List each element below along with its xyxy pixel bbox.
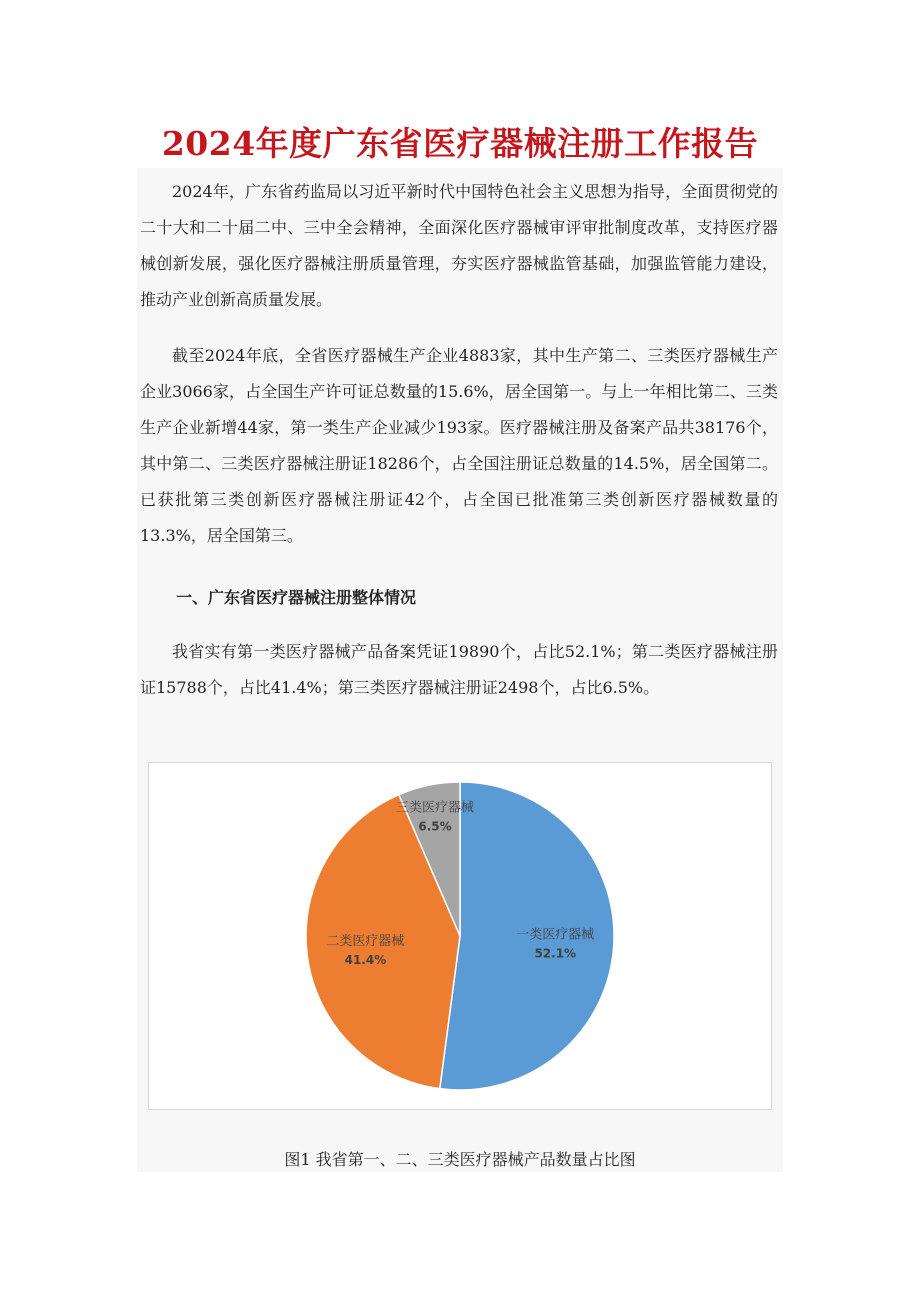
pie-chart-container (148, 762, 772, 1110)
statistics-paragraph: 截至2024年底，全省医疗器械生产企业4883家，其中生产第二、三类医疗器械生产企业3066家，占全国生产许可证总数量的15.6%，居全国第一。与上一年相比第二、三类生产企业新增44家，第一类生产企业减少193家。医疗器械注册及备案产品共38176个，其中第二、三类医疗器械注册证18286个，占全国注册证总数量的14.5%，居全国第二。已获批第三类创新医疗器械注册证42个，占全国已批准第三类创新医疗器械数量的13.3%，居全国第三。 (140, 346, 778, 545)
document-title: 2024年度广东省医疗器械注册工作报告 (161, 124, 759, 163)
figure-caption: 图1 我省第一、二、三类医疗器械产品数量占比图 (284, 1150, 636, 1169)
pie-value-2: 41.4% (344, 953, 387, 968)
pie-value-3: 6.5% (418, 819, 452, 834)
pie-chart (149, 763, 771, 1109)
pie-label-1: 一类医疗器械 (516, 927, 595, 943)
intro-paragraph: 2024年，广东省药监局以习近平新时代中国特色社会主义思想为指导，全面贯彻党的二十大和二十届二中、三中全会精神，全面深化医疗器械审评审批制度改革，支持医疗器械创新发展，强化医疗器械注册质量管理，夯实医疗器械监管基础，加强监管能力建设，推动产业创新高质量发展。 (140, 182, 778, 309)
pie-label-2: 二类医疗器械 (326, 934, 405, 950)
pie-value-1: 52.1% (534, 946, 577, 961)
section-heading: 一、广东省医疗器械注册整体情况 (176, 588, 417, 607)
registration-paragraph: 我省实有第一类医疗器械产品备案凭证19890个，占比52.1%；第二类医疗器械注册证15788个，占比41.4%；第三类医疗器械注册证2498个，占比6.5%。 (140, 642, 778, 697)
pie-label-3: 三类医疗器械 (396, 800, 475, 816)
